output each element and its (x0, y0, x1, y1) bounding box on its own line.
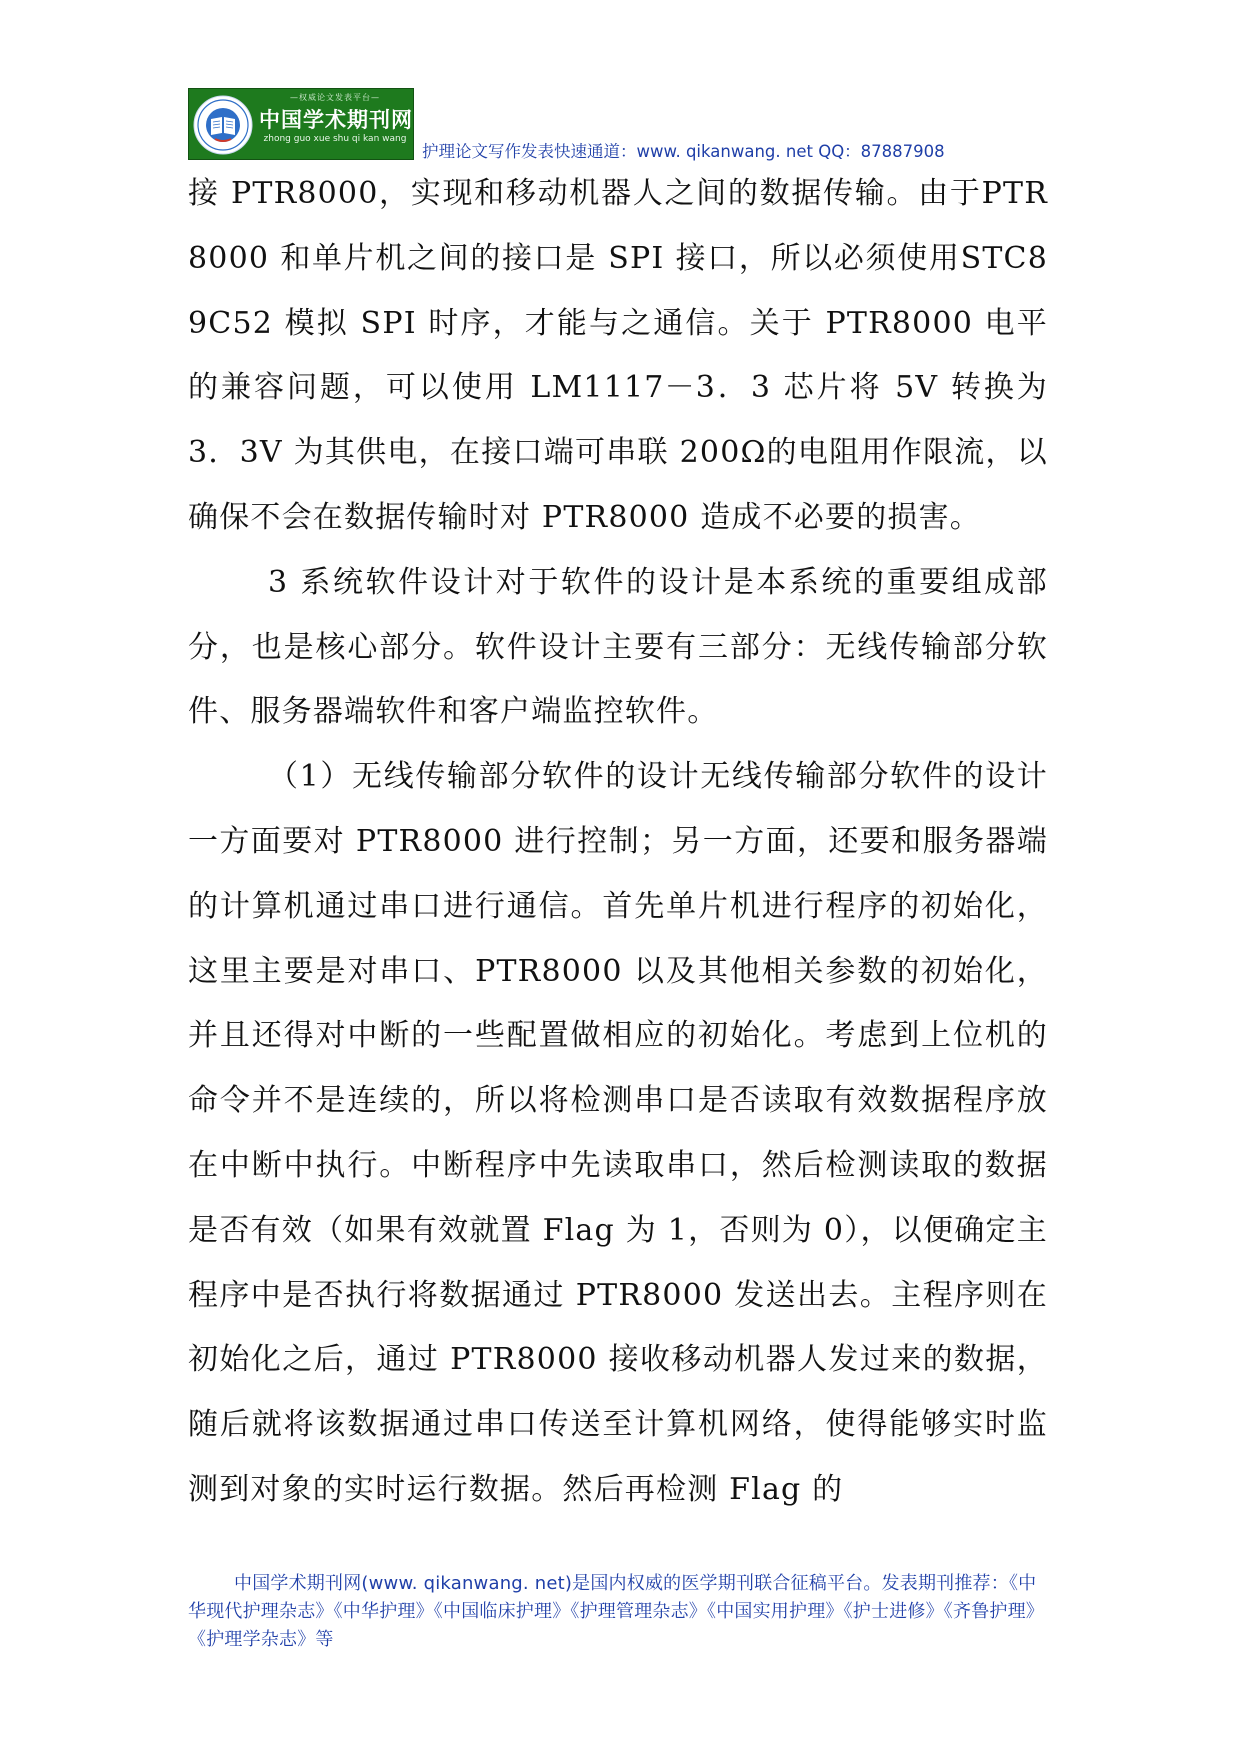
paragraph: 接 PTR8000，实现和移动机器人之间的数据传输。由于PTR8000 和单片机之间的接口是 SPI 接口，所以必须使用STC89C52 模拟 SPI 时序，才能与之通信。关于 PTR8000 电平的兼容问题，可以使用 LM1117－3．3 芯片将 5V 转换为3．3V 为其供电，在接口端可串联 200Ω的电阻用作限流，以确保不会在数据传输时对 PTR8000 造成不必要的损害。 (188, 176, 1048, 535)
logo-tagline: —权威论文发表平台— (290, 93, 380, 102)
logo-site-name: 中国学术期刊网 (259, 108, 413, 132)
page-footer: 中国学术期刊网(www. qikanwang. net)是国内权威的医学期刊联合征稿平台。发表期刊推荐：《中华现代护理杂志》《中华护理》《中国临床护理》《护理管理杂志》《中国实用护理》《护士进修》《齐鲁护理》《护理学杂志》等 (188, 1573, 1044, 1650)
book-emblem-icon (193, 95, 253, 155)
paragraph: 3 系统软件设计对于软件的设计是本系统的重要组成部分，也是核心部分。软件设计主要有三部分：无线传输部分软件、服务器端软件和客户端监控软件。 (188, 564, 1048, 730)
logo-pinyin: zhong guo xue shu qi kan wang (263, 134, 407, 144)
site-logo[interactable] (188, 88, 414, 160)
paragraph: （1）无线传输部分软件的设计无线传输部分软件的设计一方面要对 PTR8000 进行控制；另一方面，还要和服务器端的计算机通过串口进行通信。首先单片机进行程序的初始化，这里主要是对串口、PTR8000 以及其他相关参数的初始化，并且还得对中断的一些配置做相应的初始化。考虑到上位机的命令并不是连续的，所以将检测串口是否读取有效数据程序放在中断中执行。中断程序中先读取串口，然后检测读取的数据是否有效（如果有效就置 Flag 为 1，否则为 0），以便确定主程序中是否执行将数据通过 PTR8000 发送出去。主程序则在初始化之后，通过 PTR8000 接收移动机器人发过来的数据，随后就将该数据通过串口传送至计算机网络，使得能够实时监测到对象的实时运行数据。然后再检测 Flag 的 (188, 759, 1048, 1507)
header-contact-line[interactable]: 护理论文写作发表快速通道：www. qikanwang. net QQ：87887908 (422, 142, 945, 161)
page-header (188, 88, 1058, 162)
article-body (188, 162, 1048, 1523)
